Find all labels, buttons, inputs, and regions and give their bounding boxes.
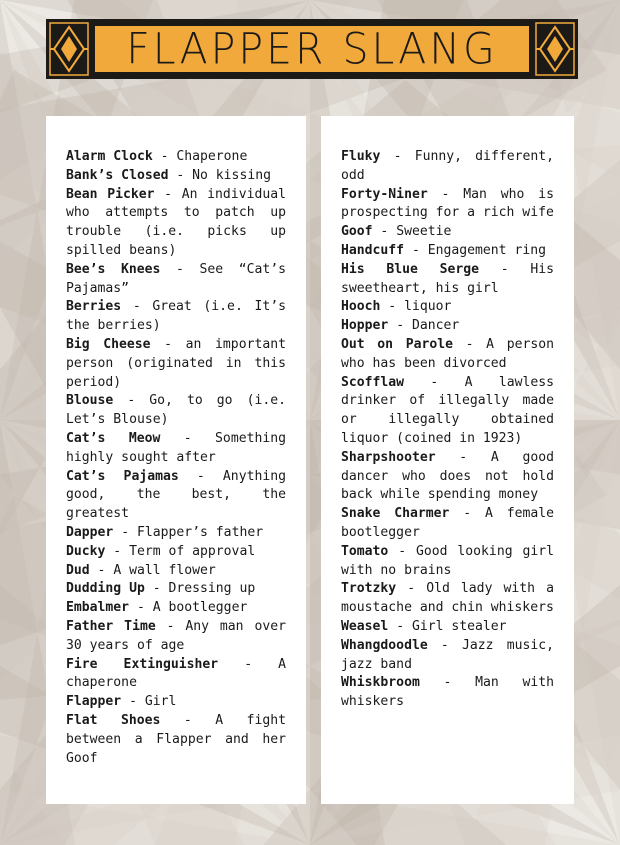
glossary-entry: Fluky - Funny, different, odd — [341, 149, 555, 183]
glossary-entry: Blouse - Go, to go (i.e. Let’s Blouse) — [66, 393, 286, 428]
slang-definition: A good dancer who does not hold back while spending money — [341, 449, 554, 503]
slang-term: His Blue Serge — [341, 261, 480, 277]
slang-term: Dudding Up — [66, 581, 145, 597]
glossary-entry: Bank’s Closed - No kissing — [66, 167, 271, 183]
glossary-entry: Dudding Up - Dressing up — [66, 581, 256, 597]
glossary-entry: Weasel - Girl stealer — [341, 618, 507, 634]
glossary-entry: Cat’s Pajamas - Anything good, the best, the greatest — [66, 468, 286, 522]
slang-term: Sharpshooter — [341, 449, 436, 465]
glossary-entry: Sharpshooter - A good dancer who does not hold back while spending money — [341, 449, 554, 503]
slang-term: Bank’s Closed — [66, 167, 169, 183]
slang-term: Dud — [66, 562, 90, 578]
slang-term: Whangdoodle — [341, 637, 428, 653]
glossary-entry: Embalmer - A bootlegger — [66, 600, 248, 616]
slang-definition: an important person (originated in this period) — [66, 336, 286, 390]
slang-term: Big Cheese — [66, 336, 151, 352]
slang-term: Tomato — [341, 543, 389, 559]
slang-term: Cat’s Meow — [66, 430, 161, 446]
slang-definition: A female bootlegger — [341, 506, 554, 540]
slang-term: Fire Extinguisher — [66, 656, 219, 672]
slang-definition: Man with whiskers — [341, 675, 554, 710]
slang-term: Bee’s Knees — [66, 261, 161, 277]
slang-definition: Dancer — [411, 318, 460, 334]
slang-definition: Anything good, the best, the greatest — [66, 468, 286, 522]
title-banner — [46, 19, 578, 79]
slang-definition: Funny, different, odd — [341, 149, 555, 183]
slang-term: Handcuff — [341, 242, 405, 258]
slang-term: Hooch — [341, 299, 381, 315]
slang-definition: Go, to go (i.e. Let’s Blouse) — [66, 393, 286, 428]
slang-definition: A wall flower — [113, 562, 216, 578]
page-title: FLAPPER SLANG — [126, 23, 498, 74]
slang-definition: An individual who attempts to patch up trouble (i.e. picks up spilled beans) — [66, 186, 286, 258]
slang-term: Ducky — [66, 543, 106, 559]
glossary-entry: Bean Picker - An individual who attempts to patch up trouble (i.e. picks up spilled beans) — [66, 186, 286, 258]
slang-term: Berries — [66, 299, 122, 315]
slang-definition: Any man over 30 years of age — [66, 618, 286, 653]
slang-definition: Sweetie — [396, 224, 452, 240]
slang-term: Snake Charmer — [341, 506, 450, 522]
title-plate — [93, 24, 531, 74]
slang-definition: Great (i.e. It’s the berries) — [66, 299, 286, 334]
glossary-entry: Trotzky - Old lady with a moustache and chin whiskers — [341, 581, 554, 616]
slang-definition: A chaperone — [66, 656, 287, 691]
slang-definition: See “Cat’s Pajamas” — [66, 261, 286, 296]
slang-term: Hopper — [341, 318, 389, 334]
glossary-entry: Fire Extinguisher - A chaperone — [66, 656, 287, 691]
left-deco-ornament-icon — [46, 19, 92, 79]
glossary-entry: Hooch - liquor — [341, 299, 452, 315]
slang-definition: Man who is prospecting for a rich wife — [341, 186, 554, 221]
slang-term: Goof — [341, 224, 373, 240]
slang-term: Trotzky — [341, 581, 397, 597]
slang-definition: Good looking girl with no brains — [341, 543, 555, 578]
slang-definition: Flapper’s father — [136, 524, 264, 540]
glossary-entry: Tomato - Good looking girl with no brains — [341, 543, 555, 578]
right-deco-ornament-icon — [532, 19, 578, 79]
slang-definition: Jazz music, jazz band — [341, 637, 555, 672]
glossary-entry: Bee’s Knees - See “Cat’s Pajamas” — [66, 261, 286, 296]
slang-term: Weasel — [341, 618, 389, 634]
slang-definition: A person who has been divorced — [341, 336, 554, 371]
slang-definition: Engagement ring — [427, 242, 546, 258]
glossary-entry: Flapper - Girl — [66, 694, 177, 710]
slang-term: Scofflaw — [341, 374, 405, 390]
glossary-entry: Alarm Clock - Chaperone — [66, 149, 248, 164]
slang-definition: A lawless drinker of illegally made or illegally obtained liquor (coined in 1923) — [341, 374, 554, 446]
glossary-entry: Forty-Niner - Man who is prospecting for a rich wife — [341, 186, 554, 221]
slang-term: Embalmer — [66, 600, 130, 616]
slang-term: Out on Parole — [341, 336, 453, 352]
slang-definition: Girl — [144, 694, 177, 710]
glossary-entry: Whiskbroom - Man with whiskers — [341, 675, 554, 710]
slang-term: Flapper — [66, 694, 122, 710]
glossary-entry: Flat Shoes - A fight between a Flapper and her Goof — [66, 712, 286, 766]
slang-definition: A fight between a Flapper and her Goof — [66, 712, 286, 766]
glossary-entry: Dud - A wall flower — [66, 562, 216, 578]
slang-term: Cat’s Pajamas — [66, 468, 179, 484]
slang-definition: Term of approval — [129, 543, 256, 559]
glossary-entry: Goof - Sweetie — [341, 224, 452, 240]
slang-definition: Girl stealer — [411, 618, 507, 634]
glossary-entry: His Blue Serge - His sweetheart, his girl — [341, 261, 554, 296]
slang-column-left — [46, 116, 306, 804]
slang-term: Flat Shoes — [66, 712, 161, 728]
glossary-entry: Ducky - Term of approval — [66, 543, 256, 559]
glossary-entry: Scofflaw - A lawless drinker of illegally made or illegally obtained liquor (coined in 1923) — [341, 374, 554, 446]
slang-column-right — [321, 116, 574, 804]
slang-definition: His sweetheart, his girl — [341, 261, 554, 296]
slang-term: Dapper — [66, 524, 114, 540]
glossary-entry: Big Cheese - an important person (originated in this period) — [66, 336, 286, 390]
slang-term: Blouse — [66, 393, 114, 409]
slang-definition: No kissing — [192, 167, 271, 183]
slang-definition: Something highly sought after — [66, 430, 286, 465]
glossary-entry: Cat’s Meow - Something highly sought after — [66, 430, 286, 465]
slang-definition: Dressing up — [168, 581, 256, 597]
slang-definition: Chaperone — [176, 149, 248, 164]
glossary-entry: Handcuff - Engagement ring — [341, 242, 546, 258]
slang-term: Alarm Clock — [66, 149, 153, 164]
glossary-entry: Father Time - Any man over 30 years of age — [66, 618, 286, 653]
glossary-entry: Whangdoodle - Jazz music, jazz band — [341, 637, 555, 672]
slang-term: Bean Picker — [66, 186, 155, 202]
slang-term: Fluky — [341, 149, 381, 164]
glossary-entry: Out on Parole - A person who has been divorced — [341, 336, 554, 371]
slang-definition: Old lady with a moustache and chin whiskers — [341, 581, 554, 616]
slang-definition: A bootlegger — [152, 600, 248, 616]
slang-term: Father Time — [66, 618, 156, 634]
glossary-entry: Hopper - Dancer — [341, 318, 460, 334]
glossary-entry: Dapper - Flapper’s father — [66, 524, 264, 540]
slang-term: Forty-Niner — [341, 186, 428, 202]
slang-definition: liquor — [404, 299, 452, 315]
glossary-entry: Snake Charmer - A female bootlegger — [341, 506, 554, 540]
glossary-entry: Berries - Great (i.e. It’s the berries) — [66, 299, 286, 334]
slang-term: Whiskbroom — [341, 675, 420, 691]
